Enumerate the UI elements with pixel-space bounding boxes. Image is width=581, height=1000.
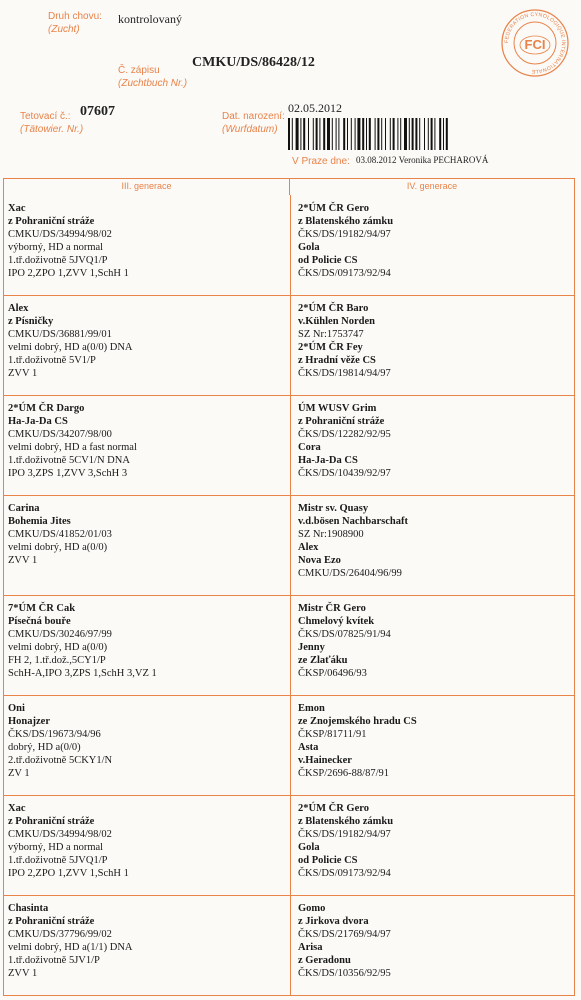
dog-name-line: Cora [298,442,321,453]
birth-date-value: 02.05.2012 [288,101,342,115]
dog-name-line: Emon [298,703,325,714]
dog-name-line: Oni [8,703,25,714]
third-generation-entry [8,802,129,880]
tattoo-label-de: (Tätowier. Nr.) [20,124,84,135]
dog-name-line: ze Znojemského hradu CS [298,716,417,727]
fourth-generation-entry [298,602,391,680]
dog-name-line: z Pohraniční stráže [298,416,385,427]
dog-name-line: z Hradní věže CS [298,355,376,366]
row-divider [4,295,574,296]
dog-detail-line: ČKS/DS/09173/92/94 [298,268,391,279]
dog-detail-line: ZV 1 [8,768,30,779]
fourth-generation-entry [298,702,417,780]
row-divider [4,895,574,896]
dog-detail-line: CMKU/DS/34994/98/02 [8,829,112,840]
dog-detail-line: CMKU/DS/36881/99/01 [8,329,112,340]
dog-name-line: 2*ÚM ČR Gero [298,803,369,814]
dog-detail-line: ČKSP/2696-88/87/91 [298,768,390,779]
dog-detail-line: ZVV 1 [8,368,38,379]
dog-name-line: 2*ÚM ČR Gero [298,203,369,214]
column-header-fourth-generation: IV. generace [406,181,458,191]
birth-date-label-cz: Dat. narození: [222,111,285,122]
dog-name-line: v.Hainecker [298,755,352,766]
dog-name-line: Asta [298,742,319,753]
dog-name-line: 7*ÚM ČR Cak [8,603,76,614]
dog-name-line: Arisa [298,942,323,953]
dog-detail-line: ČKS/DS/09173/92/94 [298,868,391,879]
dog-detail-line: FH 2, 1.tř.dož.,5CY1/P [8,655,106,666]
dog-name-line: Gola [298,242,320,253]
dog-name-line: v.d.bösen Nachbarschaft [298,516,408,527]
dog-name-line: Ha-Ja-Da CS [298,455,358,466]
breed-type-value: kontrolovaný [118,12,182,26]
birth-date-label [222,110,285,136]
dog-name-line: z Pohraniční stráže [8,216,95,227]
registration-label [118,64,187,90]
fourth-generation-entry [298,402,391,480]
row-divider [4,595,574,596]
third-generation-entry [8,202,129,280]
breed-type-label [48,10,102,36]
tattoo-number: 07607 [80,104,115,119]
tattoo-label-cz: Tetovací č.: [20,111,71,122]
dog-name-line: Chasinta [8,903,49,914]
dog-name-line: 2*ÚM ČR Fey [298,342,363,353]
dog-detail-line: 1.tř.doživotně 5JV1/P [8,955,100,966]
dog-name-line: Xac [8,203,26,214]
dog-name-line: Carina [8,503,40,514]
dog-detail-line: ZVV 1 [8,555,38,566]
dog-detail-line: výborný, HD a normal [8,242,104,253]
issued-value: 03.08.2012 Veronika PECHAROVÁ [356,155,489,165]
dog-name-line: 2*ÚM ČR Baro [298,303,369,314]
dog-detail-line: CMKU/DS/26404/96/99 [298,568,402,579]
dog-detail-line: 1.tř.doživotně 5V1/P [8,355,96,366]
row-divider [4,395,574,396]
dog-name-line: Mistr sv. Quasy [298,503,369,514]
registration-label-cz: Č. zápisu [118,65,160,76]
dog-detail-line: ČKS/DS/19182/94/97 [298,829,391,840]
fci-text: FCI [524,37,546,52]
dog-name-line: od Policie CS [298,855,358,866]
dog-detail-line: dobrý, HD a(0/0) [8,742,81,753]
fourth-generation-entry [298,202,393,280]
birth-date-label-de: (Wurfdatum) [222,124,278,135]
dog-detail-line: ČKS/DS/21769/94/97 [298,929,391,940]
dog-name-line: v.Kühlen Norden [298,316,376,327]
dog-name-line: Gomo [298,903,326,914]
dog-detail-line: IPO 3,ZPS 1,ZVV 3,SchH 3 [8,468,128,479]
dog-name-line: z Jirkova dvora [298,916,369,927]
dog-name-line: Alex [298,542,319,553]
dog-detail-line: ČKS/DS/10356/92/95 [298,968,391,979]
dog-name-line: Mistr ČR Gero [298,603,366,614]
row-divider [4,695,574,696]
issued-label: V Praze dne: [292,156,350,167]
dog-detail-line: ČKSP/81711/91 [298,729,367,740]
dog-detail-line: CMKU/DS/30246/97/99 [8,629,112,640]
dog-detail-line: CMKU/DS/34994/98/02 [8,229,112,240]
third-generation-entry [8,902,133,980]
dog-name-line: Nova Ezo [298,555,341,566]
dog-name-line: ze Zlaťáku [298,655,348,666]
dog-detail-line: ČKS/DS/19814/94/97 [298,368,391,379]
dog-name-line: z Blatenského zámku [298,816,394,827]
dog-detail-line: ČKS/DS/10439/92/97 [298,468,391,479]
tattoo-label [20,110,83,136]
dog-name-line: 2*ÚM ČR Dargo [8,403,85,414]
breed-type-label-de: (Zucht) [48,24,80,35]
third-generation-entry [8,402,137,480]
breed-type-label-cz: Druh chovu: [48,11,102,22]
dog-name-line: Gola [298,842,320,853]
fourth-generation-entry [298,302,391,380]
dog-detail-line: 1.tř.doživotně 5JVQ1/P [8,255,108,266]
third-generation-entry [8,602,157,680]
dog-detail-line: ČKS/DS/12282/92/95 [298,429,391,440]
dog-name-line: z Pohraniční stráže [8,916,95,927]
dog-detail-line: ČKSP/06496/93 [298,668,367,679]
dog-detail-line: velmi dobrý, HD a(0/0) [8,642,108,653]
dog-detail-line: ČKS/DS/19673/94/96 [8,729,101,740]
dog-name-line: Bohemia Jites [8,516,71,527]
dog-detail-line: ZVV 1 [8,968,38,979]
dog-name-line: Alex [8,303,29,314]
fourth-generation-entry [298,902,391,980]
dog-detail-line: SZ Nr:1753747 [298,329,364,340]
dog-detail-line: velmi dobrý, HD a fast normal [8,442,137,453]
third-generation-entry [8,502,112,567]
dog-detail-line: CMKU/DS/41852/01/03 [8,529,112,540]
fourth-generation-entry [298,802,393,880]
dog-detail-line: CMKU/DS/34207/98/00 [8,429,112,440]
dog-name-line: z Blatenského zámku [298,216,394,227]
dog-detail-line: IPO 2,ZPO 1,ZVV 1,SchH 1 [8,268,129,279]
dog-detail-line: velmi dobrý, HD a(0/0) [8,542,108,553]
dog-name-line: Ha-Ja-Da CS [8,416,68,427]
dog-detail-line: IPO 2,ZPO 1,ZVV 1,SchH 1 [8,868,129,879]
dog-detail-line: ČKS/DS/19182/94/97 [298,229,391,240]
dog-detail-line: ČKS/DS/07825/91/94 [298,629,391,640]
fourth-generation-entry [298,502,408,580]
third-generation-entry [8,302,133,380]
dog-name-line: Písečná bouře [8,616,71,627]
dog-detail-line: CMKU/DS/37796/99/02 [8,929,112,940]
barcode-icon [288,118,490,150]
dog-name-line: od Policie CS [298,255,358,266]
registration-label-de: (Zuchtbuch Nr.) [118,78,188,89]
dog-detail-line: SchH-A,IPO 3,ZPS 1,SchH 3,VZ 1 [8,668,157,679]
fci-logo-icon [500,8,570,78]
dog-detail-line: 1.tř.doživotně 5JVQ1/P [8,855,108,866]
fci-ring-text: FEDERATION CYNOLOGIQUE INTERNATIONALE [503,11,567,75]
row-divider [4,795,574,796]
dog-name-line: Jenny [298,642,325,653]
dog-detail-line: velmi dobrý, HD a(1/1) DNA [8,942,133,953]
dog-detail-line: SZ Nr:1908900 [298,529,364,540]
dog-detail-line: 1.tř.doživotně 5CV1/N DNA [8,455,130,466]
dog-name-line: Honajzer [8,716,50,727]
dog-name-line: z Pohraniční stráže [8,816,95,827]
dog-detail-line: výborný, HD a normal [8,842,104,853]
dog-name-line: z Písničky [8,316,54,327]
dog-detail-line: velmi dobrý, HD a(0/0) DNA [8,342,133,353]
dog-detail-line: 2.tř.doživotně 5CKY1/N [8,755,113,766]
column-header-third-generation: III. generace [4,179,290,195]
third-generation-entry [8,702,112,780]
pedigree-table [3,178,575,996]
dog-name-line: z Geradonu [298,955,351,966]
dog-name-line: ÚM WUSV Grim [298,403,377,414]
row-divider [4,495,574,496]
dog-name-line: Xac [8,803,26,814]
registration-number: CMKU/DS/86428/12 [192,55,315,70]
dog-name-line: Chmelový kvítek [298,616,375,627]
